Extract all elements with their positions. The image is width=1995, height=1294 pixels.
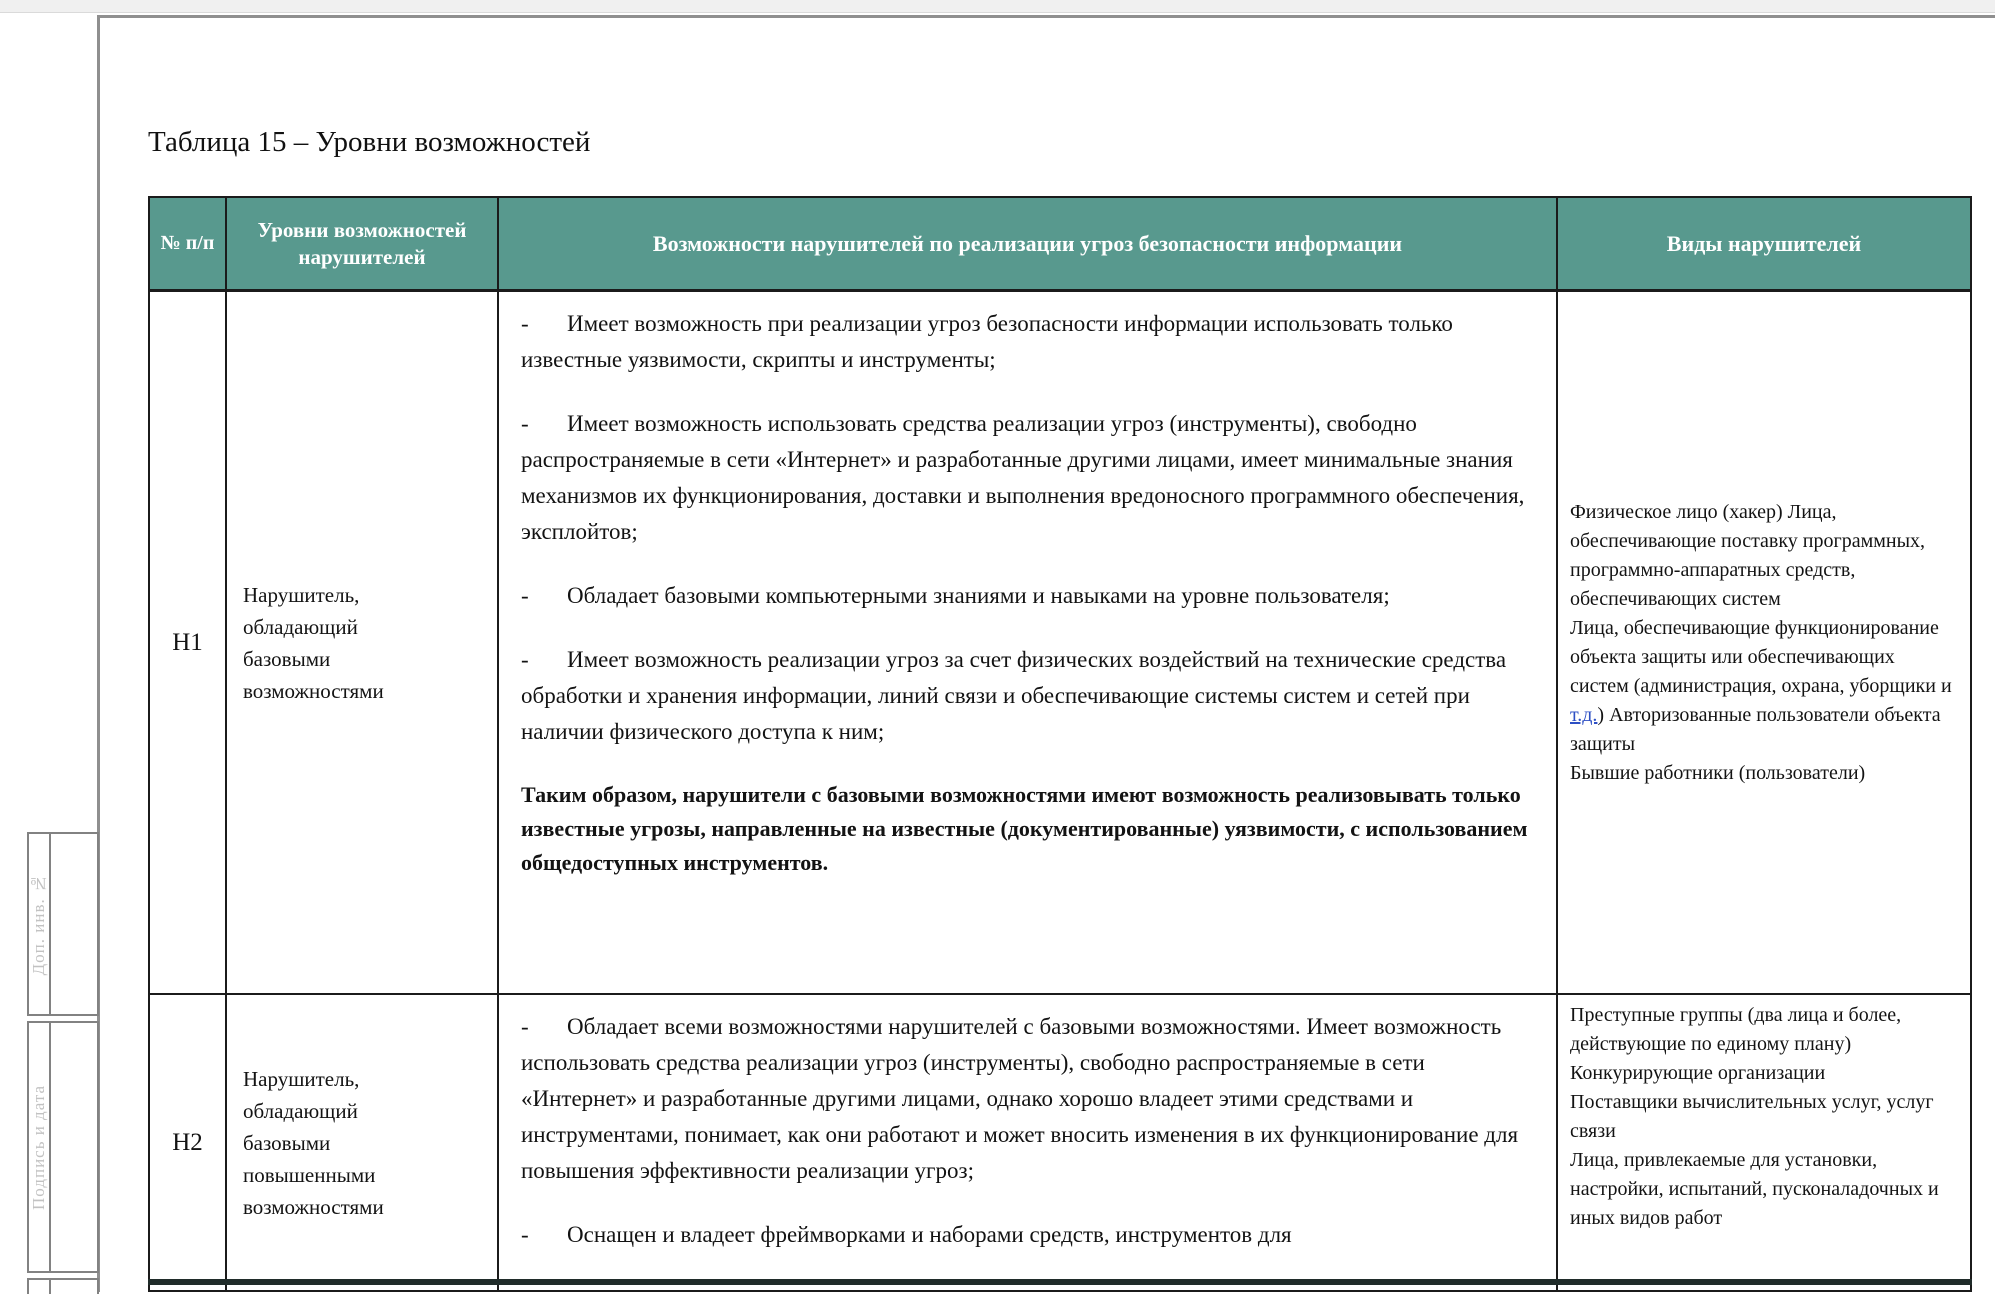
td-link[interactable]: т.д. — [1570, 703, 1598, 726]
header-num: № п/п — [150, 198, 227, 292]
podpis-data-label: Подпись и дата — [29, 1084, 48, 1210]
capability-item — [521, 306, 1538, 378]
stamp-label-cell — [29, 834, 51, 1014]
types-text: ) Авторизованные пользователи объекта защиты — [1570, 703, 1941, 755]
capability-item — [521, 642, 1538, 750]
row-h1-level — [227, 292, 499, 995]
row-h1-num: Н1 — [150, 292, 227, 995]
types-text: Лица, обеспечивающие функционирование объекта защиты или обеспечивающих систем (администрация, охрана, уборщики и — [1570, 616, 1952, 697]
capability-text: Имеет возможность реализации угроз за счет физических воздействий на технические средства обработки и хранения информации, линий связи и обеспечивающие системы систем и сетей при наличии физического доступа к ним; — [521, 647, 1507, 744]
row-h2-types — [1558, 995, 1970, 1290]
row-h2-level-text: Нарушитель, обладающий базовыми повышенными возможностями — [243, 1066, 384, 1219]
capability-levels-table — [148, 196, 1972, 1292]
table-cut-line — [148, 1279, 1972, 1285]
types-line: Лица, привлекаемые для установки, настройки, испытаний, пусконаладочных и иных видов работ — [1570, 1149, 1939, 1229]
bullet-dash: - — [521, 311, 529, 336]
bullet-dash: - — [521, 1014, 529, 1039]
capability-text: Имеет возможность при реализации угроз безопасности информации использовать только известные уязвимости, скрипты и инструменты; — [521, 311, 1453, 372]
row-h2-capabilities — [499, 995, 1558, 1290]
capability-item — [521, 1009, 1538, 1189]
bullet-dash: - — [521, 411, 529, 436]
capability-text: Оснащен и владеет фреймворками и наборами средств, инструментов для — [567, 1222, 1292, 1247]
stamp-box-podpis-data — [27, 1021, 99, 1273]
row-h1-capabilities — [499, 292, 1558, 995]
bullet-dash: - — [521, 583, 529, 608]
row-h1-level-text: Нарушитель, обладающий базовыми возможностями — [243, 582, 384, 703]
capability-text: Обладает всеми возможностями нарушителей с базовыми возможностями. Имеет возможность использовать средства реализации угроз (инструменты), свободно распространяемые в сети «Интернет» и разработанные другими лицами, однако хорошо владеет этими средствами и инструментами, понимает, как они работают и может вносить изменения в их функционирование для повышения эффективности реализации угроз; — [521, 1014, 1519, 1183]
header-capabilities: Возможности нарушителей по реализации угроз безопасности информации — [499, 198, 1558, 292]
capability-item — [521, 1217, 1538, 1253]
types-line: Бывшие работники (пользователи) — [1570, 761, 1866, 784]
stamp-box-dop-inv — [27, 832, 99, 1016]
header-types: Виды нарушителей — [1558, 198, 1970, 292]
row-h1-summary: Таким образом, нарушители с базовыми возможностями имеют возможность реализовывать только известные угрозы, направленные на известные (документированные) уязвимости, с использованием общедоступных инструментов. — [521, 782, 1528, 875]
row-h2-level — [227, 995, 499, 1290]
types-line: Преступные группы (два лица и более, действующие по единому плану) Конкурирующие организации — [1570, 1004, 1902, 1084]
capability-text: Обладает базовыми компьютерными знаниями и навыками на уровне пользователя; — [567, 583, 1390, 608]
row-h1-types — [1558, 292, 1970, 995]
page-frame-top-line — [97, 15, 1995, 18]
stamp-empty-cell — [51, 834, 97, 1014]
dop-inv-label: Доп. инв. № — [29, 872, 48, 976]
types-line — [1570, 614, 1958, 759]
bullet-dash: - — [521, 1222, 529, 1247]
capability-item — [521, 578, 1538, 614]
stamp-empty-cell — [51, 1023, 97, 1271]
table-caption: Таблица 15 – Уровни возможностей — [148, 126, 591, 158]
types-line: Поставщики вычислительных услуг, услуг связи — [1570, 1091, 1934, 1142]
header-level: Уровни возможностей нарушителей — [227, 198, 499, 292]
capability-item — [521, 406, 1538, 550]
window-top-strip — [0, 0, 1995, 13]
row-h2-num: Н2 — [150, 995, 227, 1290]
capability-text: Имеет возможность использовать средства реализации угроз (инструменты), свободно распространяемые в сети «Интернет» и разработанные другими лицами, имеет минимальные знания механизмов их функционирования, доставки и выполнения вредоносного программного обеспечения, эксплойтов; — [521, 411, 1525, 544]
stamp-label-cell — [29, 1023, 51, 1271]
types-line: Физическое лицо (хакер) Лица, обеспечивающие поставку программных, программно-аппаратных средств, обеспечивающих систем — [1570, 500, 1926, 610]
bullet-dash: - — [521, 647, 529, 672]
